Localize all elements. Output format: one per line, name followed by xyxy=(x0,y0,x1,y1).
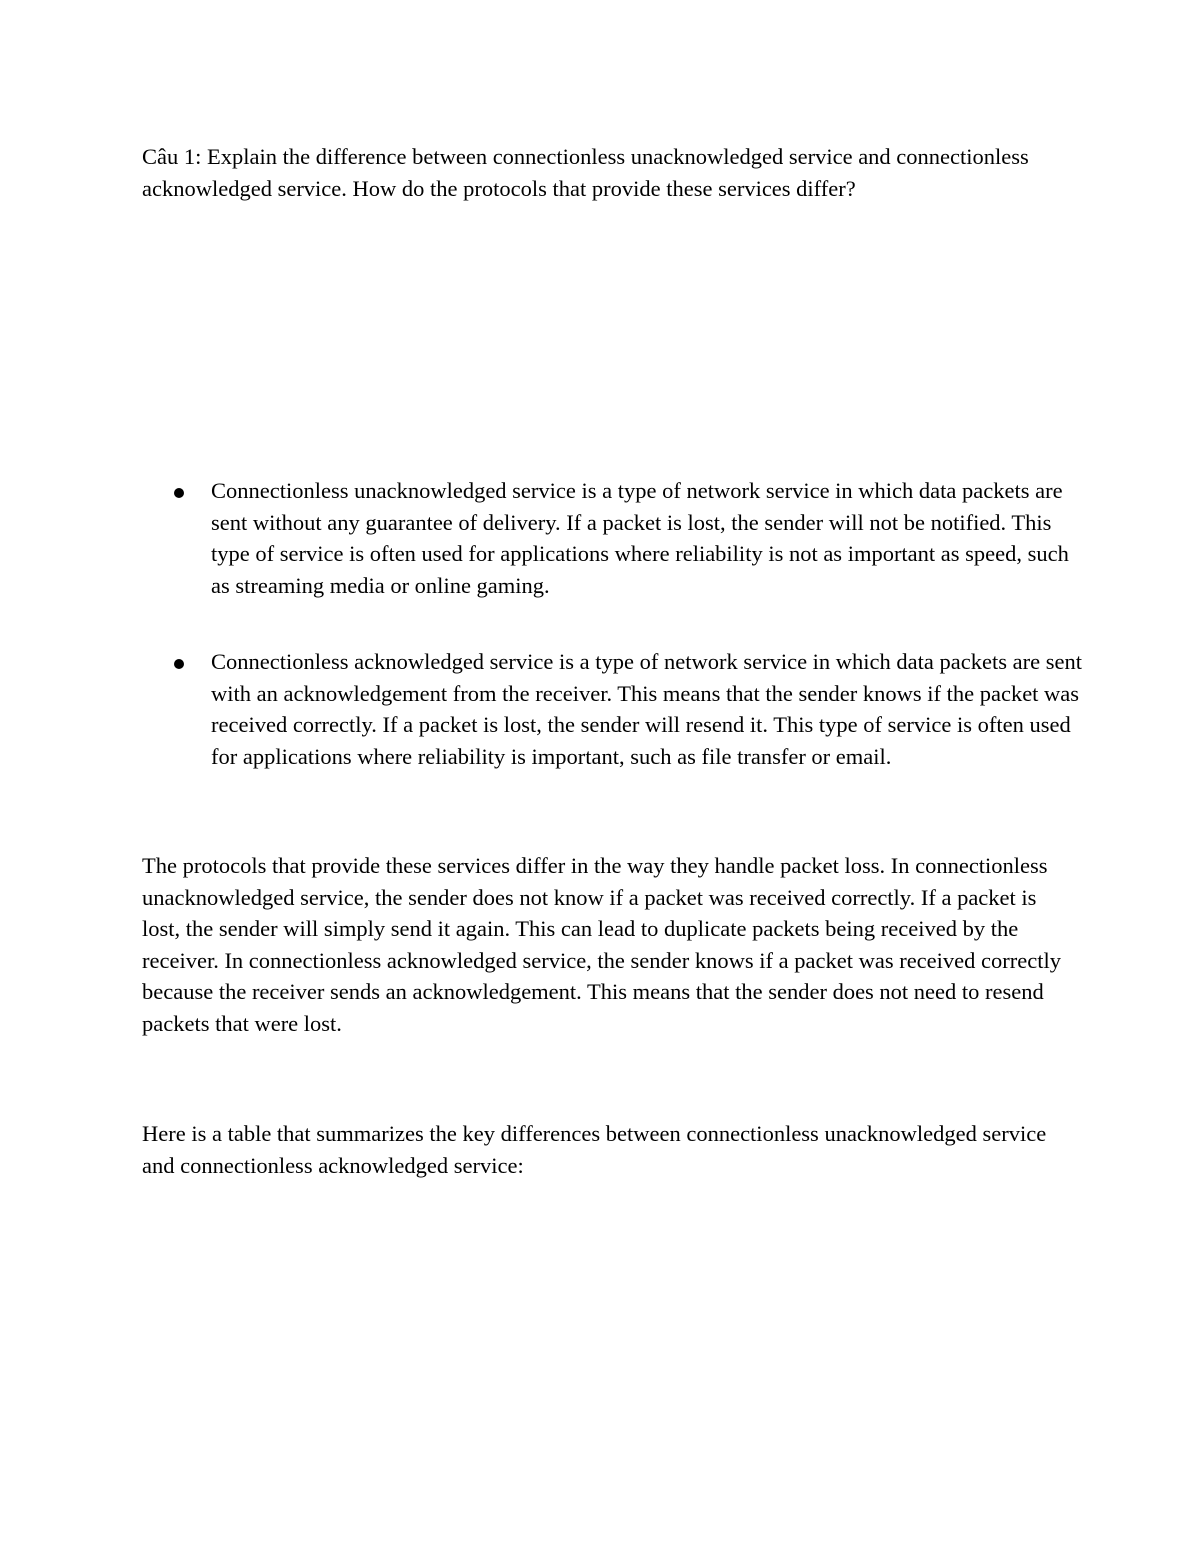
question-text: Câu 1: Explain the difference between connectionless unacknowledged service and connectionless acknowledged service. How do the protocols that provide these services differ? xyxy=(142,144,1029,201)
bullet-icon xyxy=(174,488,184,498)
bullet-text-acknowledged: Connectionless acknowledged service is a type of network service in which data packets are sent with an acknowledgement from the receiver. This means that the sender knows if the packet was received correctly. If a packet is lost, the sender will resend it. This type of service is often used for applications where reliability is important, such as file transfer or email. xyxy=(211,649,1082,769)
list-item xyxy=(142,475,1082,601)
list-item xyxy=(142,646,1082,772)
protocols-paragraph: The protocols that provide these services differ in the way they handle packet loss. In connectionless unacknowledged service, the sender does not know if a packet was received correctly. If a packet is lost, the sender will simply send it again. This can lead to duplicate packets being received by the receiver. In connectionless acknowledged service, the sender knows if a packet was received correctly because the receiver sends an acknowledgement. This means that the sender does not need to resend packets that were lost. xyxy=(142,853,1061,1036)
bullet-icon xyxy=(174,659,184,669)
bullet-text-unacknowledged: Connectionless unacknowledged service is a type of network service in which data packets are sent without any guarantee of delivery. If a packet is lost, the sender will not be notified. This type of service is often used for applications where reliability is not as important as speed, such as streaming media or online gaming. xyxy=(211,478,1069,598)
bullet-list xyxy=(142,475,1082,772)
table-intro-paragraph: Here is a table that summarizes the key differences between connectionless unacknowledged service and connectionless acknowledged service: xyxy=(142,1121,1047,1178)
